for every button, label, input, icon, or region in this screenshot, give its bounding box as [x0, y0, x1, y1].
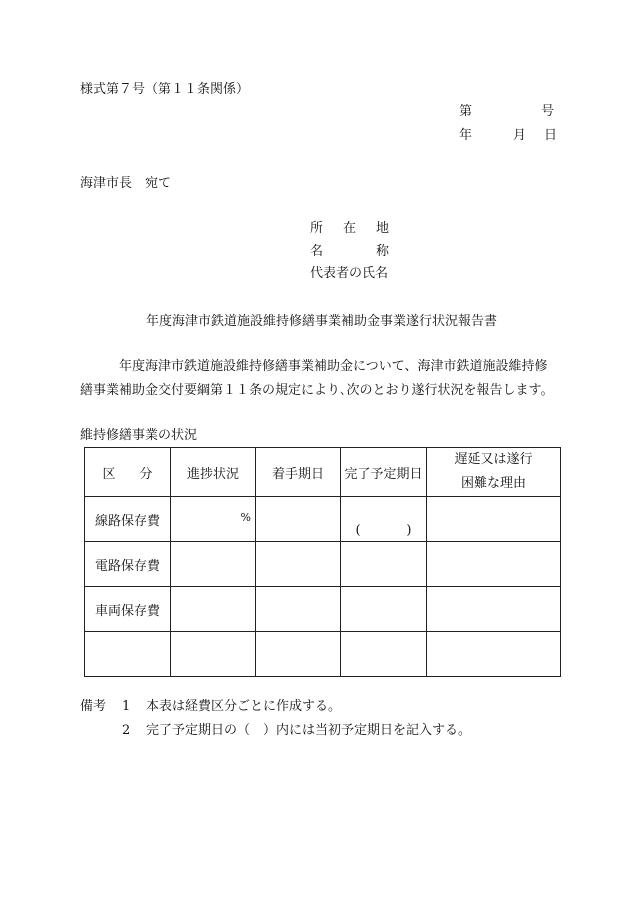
completion-date-cell [341, 632, 427, 677]
progress-cell [171, 497, 256, 542]
notes-label: 備考 [80, 699, 107, 714]
note-2-text: 完了予定期日の（ ）内には当初予定期日を記入する。 [146, 723, 472, 738]
document-date [459, 128, 559, 144]
start-date-cell [256, 542, 341, 587]
completion-date-cell [341, 587, 427, 632]
header-start-date: 着手期日 [256, 448, 341, 497]
completion-date-cell [341, 542, 427, 587]
table-row [85, 587, 561, 632]
applicant-name-label: 名 称 [310, 244, 389, 259]
note-1-number: 1 [122, 699, 131, 714]
representative-label: 代表者の氏名 [310, 266, 389, 281]
row-label: 電路保存費 [85, 542, 171, 587]
report-title: 年度海津市鉄道施設維持修繕事業補助金事業遂行状況報告書 [146, 314, 498, 329]
header-reason: 遅延又は遂行 困難な理由 [427, 448, 561, 497]
document-number-dai: 第 [459, 104, 473, 119]
body-line-2: 繕事業補助金交付要綱第１１条の規定により､次のとおり遂行状況を報告します。 [80, 383, 554, 398]
date-day: 日 [544, 128, 558, 143]
row-label [85, 632, 171, 677]
header-category: 区 分 [85, 448, 171, 497]
date-month: 月 [513, 128, 527, 143]
table-row [85, 632, 561, 677]
addressee: 海津市長 宛て [80, 176, 172, 191]
reason-cell [427, 587, 561, 632]
section-heading: 維持修繕事業の状況 [80, 428, 198, 443]
table-row [85, 542, 561, 587]
note-1-text: 本表は経費区分ごとに作成する。 [146, 699, 342, 714]
body-line-1: 年度海津市鉄道施設維持修繕事業補助金について、海津市鉄道施設維持修 [119, 359, 548, 374]
progress-cell [171, 542, 256, 587]
status-table [84, 447, 561, 677]
paren-close: ) [406, 522, 412, 538]
completion-date-cell [341, 497, 427, 542]
document-number [459, 104, 554, 120]
table-header-row [85, 448, 561, 497]
date-year: 年 [459, 128, 473, 143]
start-date-cell [256, 632, 341, 677]
row-label: 線路保存費 [85, 497, 171, 542]
header-progress: 進捗状況 [171, 448, 256, 497]
start-date-cell [256, 587, 341, 632]
note-2-number: 2 [122, 723, 131, 738]
reason-cell [427, 497, 561, 542]
row-label: 車両保存費 [85, 587, 171, 632]
progress-cell [171, 587, 256, 632]
applicant-address-label: 所 在 地 [310, 221, 389, 236]
paren-open: ( [355, 522, 361, 538]
reason-cell [427, 542, 561, 587]
reason-cell [427, 632, 561, 677]
percent-sign: % [240, 511, 251, 524]
start-date-cell [256, 497, 341, 542]
progress-cell [171, 632, 256, 677]
table-row [85, 497, 561, 542]
header-completion-date: 完了予定期日 [341, 448, 427, 497]
form-number: 様式第７号（第１１条関係） [80, 82, 250, 97]
document-number-go: 号 [540, 104, 554, 119]
